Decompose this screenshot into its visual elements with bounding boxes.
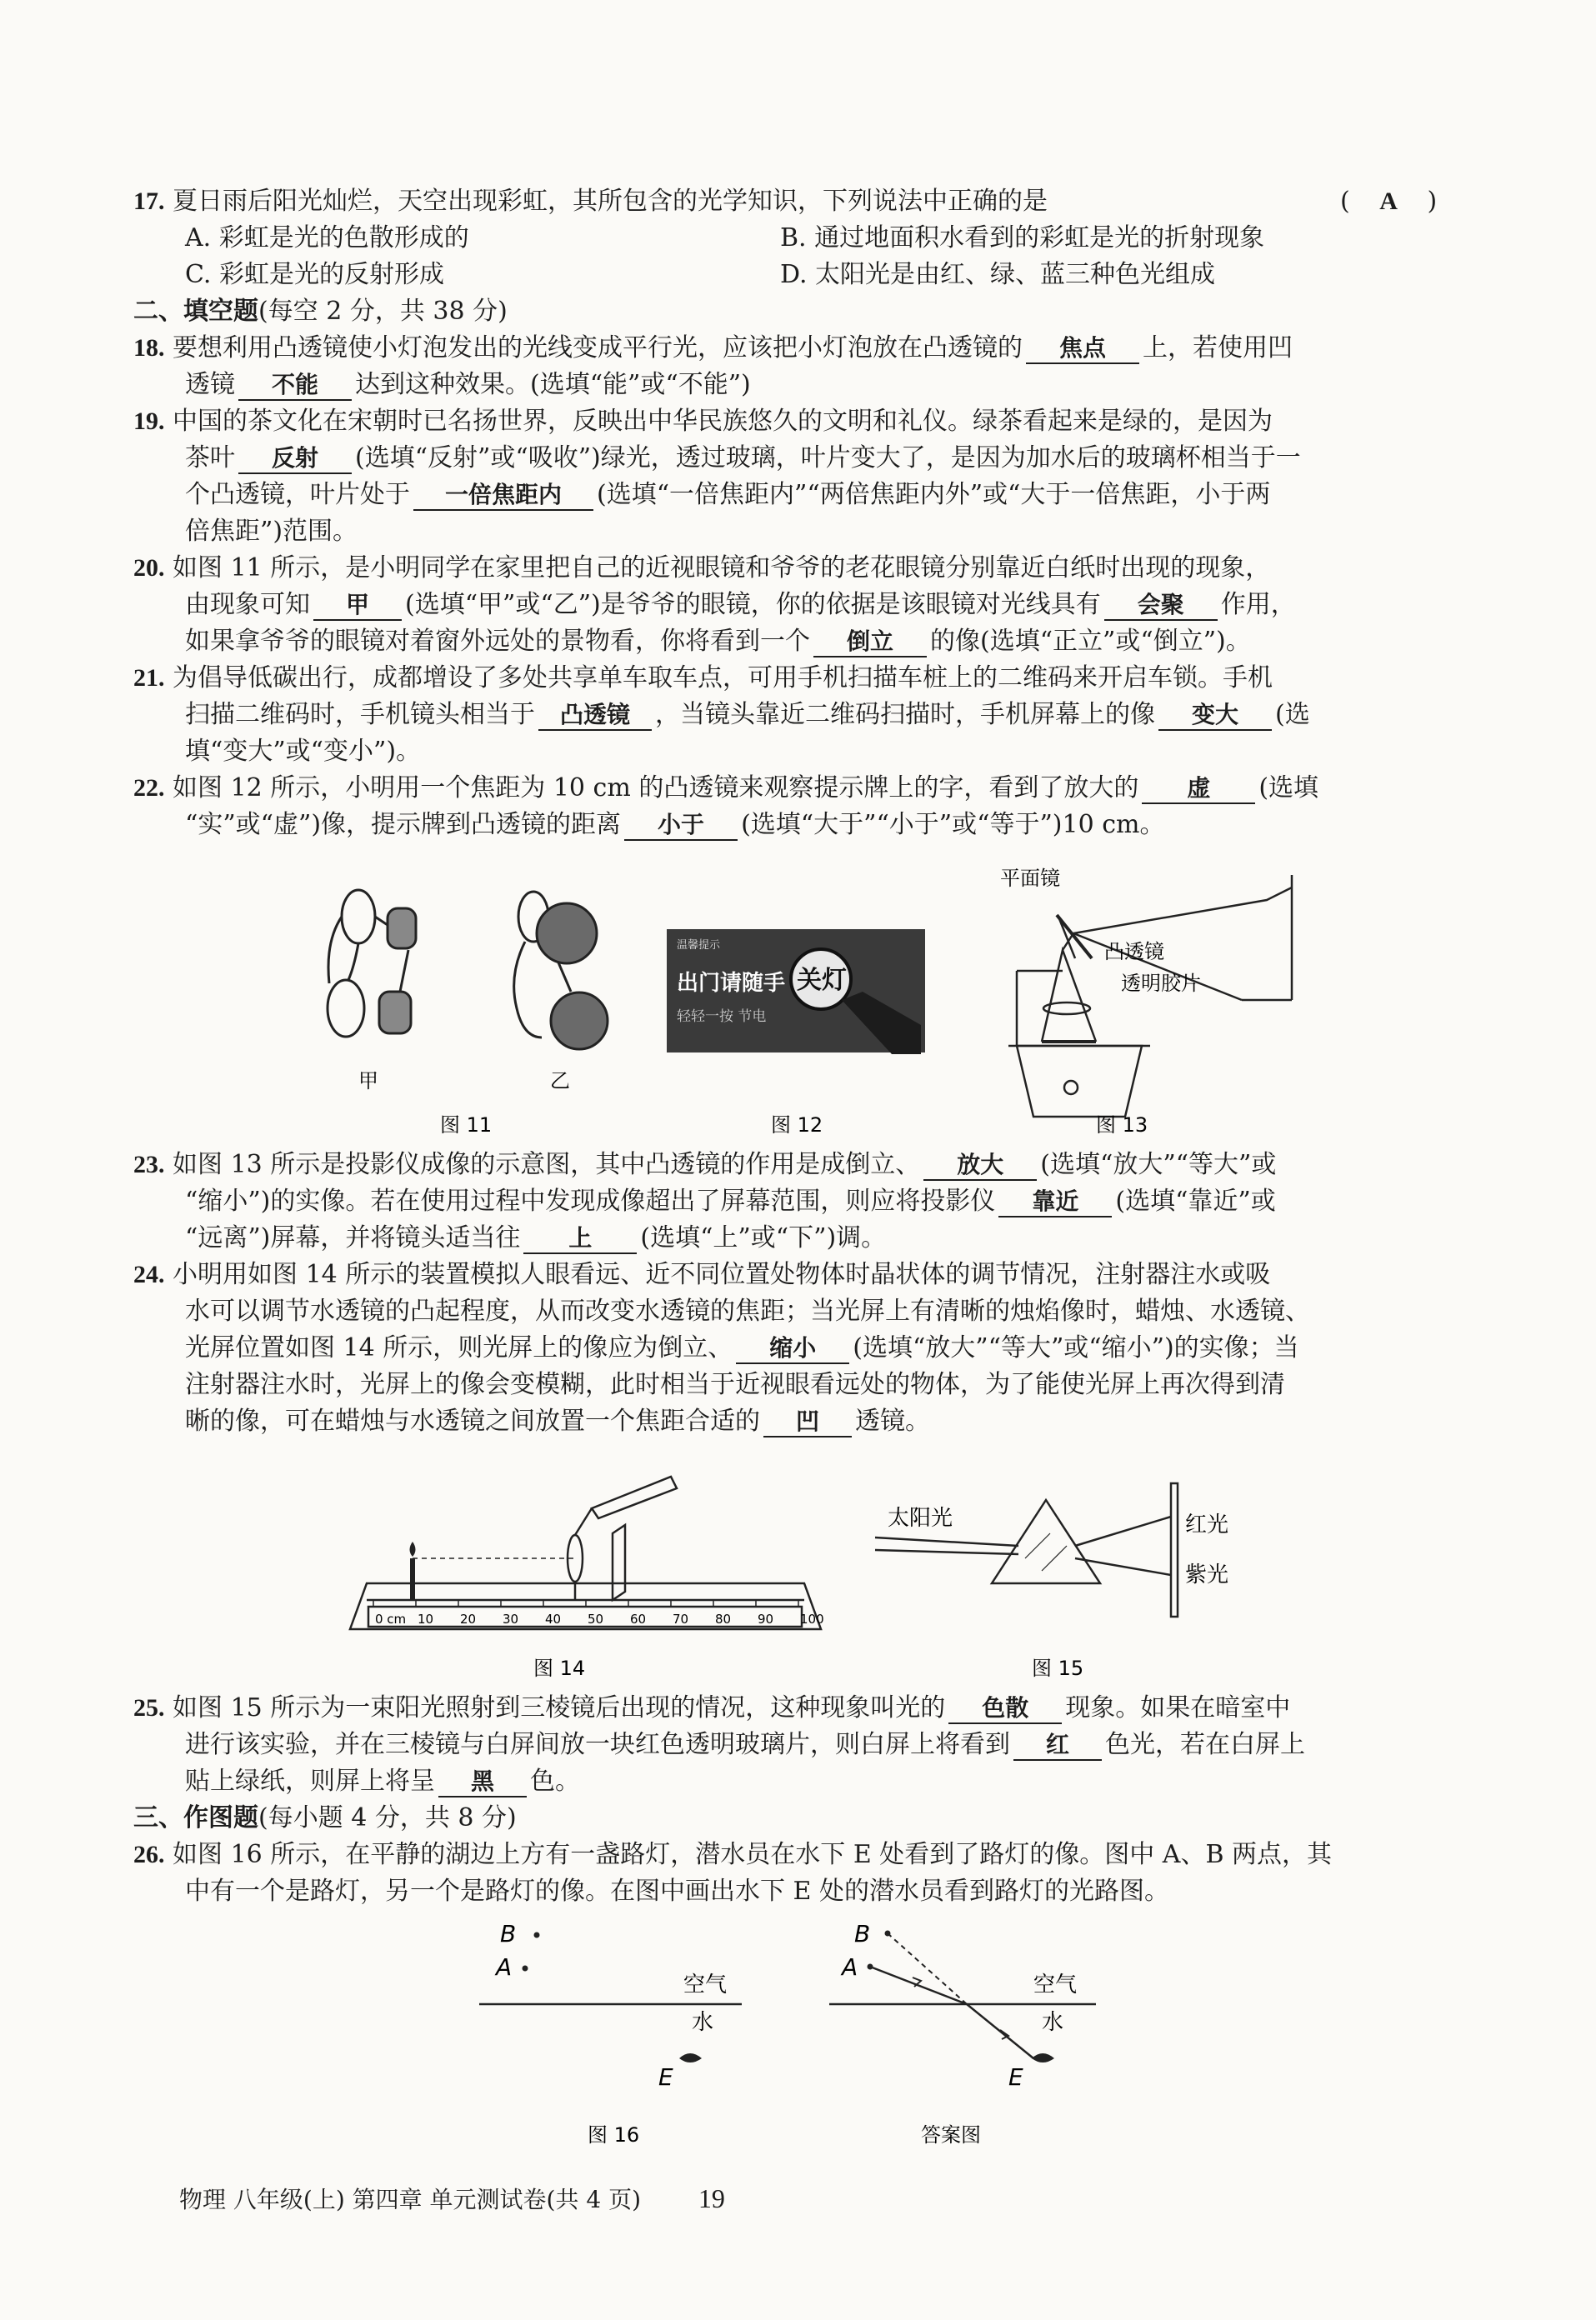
fig13-label-lens: 凸透镜: [1104, 940, 1164, 963]
fig14-tick-label: 70: [673, 1612, 689, 1627]
q19-answer-2: 一倍焦距内: [413, 481, 593, 511]
fig16-label-air: 空气: [683, 1972, 728, 1998]
fig11-glasses-yi: [514, 892, 608, 1049]
section2-title: 二、填空题: [133, 297, 258, 326]
fig11-caption: 图 11: [440, 1113, 493, 1133]
fig16-label-E: E: [658, 2063, 673, 2091]
answer-fig-label-A: A: [842, 1953, 858, 1981]
q25-line3: 贴上绿纸，则屏上将呈 黑 色。: [185, 1767, 580, 1796]
answer-fig-label-air: 空气: [1033, 1972, 1078, 1998]
q17-number: 17.: [133, 188, 165, 215]
fig12-sign-photo: [667, 929, 925, 1054]
fig14-tick-label: 0 cm: [375, 1612, 407, 1627]
fig16-label-water: 水: [692, 2010, 714, 2035]
fig14-candle-flame: [410, 1542, 416, 1557]
fig12-sign-top: 温馨提示: [677, 939, 721, 952]
answer-fig-eye-icon: [1032, 2053, 1054, 2062]
q19-answer-1: 反射: [238, 444, 352, 474]
q25-answer-3: 黑: [438, 1768, 527, 1798]
q20-answer-2: 会聚: [1104, 591, 1218, 621]
q17-option-b: B. 通过地面积水看到的彩虹是光的折射现象: [780, 223, 1265, 252]
fig14-tick-label: 20: [460, 1612, 477, 1627]
q22-line1: 22. 如图 12 所示，小明用一个焦距为 10 cm 的凸透镜来观察提示牌上的字，看到了放大的 虚 (选填: [133, 773, 1319, 802]
q22-line2: “实”或“虚”)像，提示牌到凸透镜的距离 小于 (选填“大于”“小于”或“等于”)10 cm。: [185, 810, 1165, 839]
fig12-sign-main: 出门请随手: [677, 971, 786, 996]
answer-fig-label-E: E: [1008, 2063, 1023, 2091]
q20-line3: 如果拿爷爷的眼镜对着窗外远处的景物看，你将看到一个 倒立 的像(选填“正立”或“倒立”)。: [185, 627, 1251, 656]
q24-line2: 水可以调节水透镜的凸起程度，从而改变水透镜的焦距；当光屏上有清晰的烛焰像时，蜡烛、水透镜、: [185, 1297, 1310, 1326]
q21-line3: 填“变大”或“变小”)。: [185, 737, 422, 766]
footer-text: 物理 八年级(上) 第四章 单元测试卷(共 4 页): [179, 2186, 642, 2213]
q23-line2: “缩小”)的实像。若在使用过程中发现成像超出了屏幕范围，则应将投影仪 靠近 (选填“靠近”或: [185, 1187, 1276, 1216]
q21-line2: 扫描二维码时，手机镜头相当于 凸透镜 ，当镜头靠近二维码扫描时，手机屏幕上的像 变大 (选: [185, 700, 1310, 729]
fig13-caption: 图 13: [1096, 1113, 1148, 1133]
q18-answer-2: 不能: [238, 371, 352, 401]
q17-option-c: C. 彩虹是光的反射形成: [185, 260, 444, 289]
section3-heading: [133, 1802, 517, 1835]
fig14-ruler-ticks: [373, 1600, 824, 1627]
q24-line3: 光屏位置如图 14 所示，则光屏上的像应为倒立、 缩小 (选填“放大”“等大”或“缩小”)的实像；当: [185, 1333, 1299, 1362]
section3-note: (每小题 4 分，共 8 分): [258, 1803, 517, 1832]
figures-14-15: [333, 1467, 1333, 1683]
fig16-eye-icon: [679, 2053, 702, 2062]
answer-fig-caption: 答案图: [921, 2123, 981, 2147]
q21-answer-2: 变大: [1158, 701, 1272, 731]
fig16-caption: 图 16: [588, 2123, 640, 2147]
q22-answer-2: 小于: [624, 811, 738, 841]
q17-stem-line: [133, 185, 1048, 218]
fig14-tick-label: 100: [800, 1612, 824, 1627]
section2-heading: [133, 295, 508, 328]
figure-16-and-answer: [467, 1908, 1117, 2150]
fig16-label-B: B: [500, 1920, 517, 1948]
fig14-tick-label: 90: [758, 1612, 774, 1627]
q25-answer-1: 色散: [948, 1694, 1062, 1724]
q24-line4: 注射器注水时，光屏上的像会变模糊，此时相当于近视眼看远处的物体，为了能使光屏上再次得到清: [185, 1370, 1285, 1399]
fig15-prism: [875, 1483, 1178, 1617]
q25-answer-2: 红: [1013, 1731, 1102, 1761]
q23-line1: 23. 如图 13 所示是投影仪成像的示意图，其中凸透镜的作用是成倒立、 放大 (选填“放大”“等大”或: [133, 1150, 1277, 1179]
q17-stem: 夏日雨后阳光灿烂，天空出现彩虹，其所包含的光学知识，下列说法中正确的是: [173, 187, 1048, 216]
fig11-label-jia: 甲: [358, 1069, 378, 1092]
q21-line1: 21. 为倡导低碳出行，成都增设了多处共享单车取车点，可用手机扫描车桩上的二维码来开启车锁。手机: [133, 663, 1273, 692]
page-number: 19: [698, 2183, 725, 2213]
fig15-label-sun: 太阳光: [888, 1506, 953, 1531]
q24-answer-2: 凹: [763, 1408, 852, 1438]
fig12-sign-sub: 轻轻一按 节电: [677, 1008, 767, 1025]
q17-answer: A: [1379, 188, 1398, 215]
fig14-tick-label: 40: [545, 1612, 562, 1627]
page-footer: [179, 2182, 725, 2215]
q19-line4: 倍焦距”)范围。: [185, 517, 358, 546]
q20-line2: 由现象可知 甲 (选填“甲”或“乙”)是爷爷的眼镜，你的依据是该眼镜对光线具有 会聚 作用，: [185, 590, 1296, 619]
q18-line1: 18. 要想利用凸透镜使小灯泡发出的光线变成平行光，应该把小灯泡放在凸透镜的 焦点 上，若使用凹: [133, 333, 1293, 362]
q17-option-d: D. 太阳光是由红、绿、蓝三种色光组成: [780, 260, 1216, 289]
fig14-tick-label: 50: [588, 1612, 604, 1627]
q20-line1: 20. 如图 11 所示，是小明同学在家里把自己的近视眼镜和爷爷的老花眼镜分别靠近白纸时出现的现象，: [133, 553, 1271, 582]
fig11-label-yi: 乙: [550, 1069, 570, 1092]
q20-answer-3: 倒立: [813, 628, 927, 658]
fig13-projector: [1008, 875, 1292, 1117]
answer-fig-diagram: [829, 1920, 1096, 2147]
q19-line3: 个凸透镜，叶片处于 一倍焦距内 (选填“一倍焦距内”“两倍焦距内外”或“大于一倍焦距，小于两: [185, 480, 1271, 509]
q22-answer-1: 虚: [1142, 774, 1255, 804]
q23-answer-3: 上: [523, 1224, 637, 1254]
fig11-glasses-jia: [328, 890, 416, 1037]
q26-line1: 26. 如图 16 所示，在平静的湖边上方有一盏路灯，潜水员在水下 E 处看到了路灯的像。图中 A、B 两点，其: [133, 1840, 1333, 1869]
q25-line1: 25. 如图 15 所示为一束阳光照射到三棱镜后出现的情况，这种现象叫光的 色散 现象。如果在暗室中: [133, 1693, 1291, 1722]
q24-line1: 24. 小明用如图 14 所示的装置模拟人眼看远、近不同位置处物体时晶状体的调节情况，注射器注水或吸: [133, 1260, 1271, 1289]
fig12-caption: 图 12: [771, 1113, 823, 1133]
fig16-label-A: A: [496, 1953, 513, 1981]
q23-line3: “远离”)屏幕，并将镜头适当往 上 (选填“上”或“下”)调。: [185, 1223, 887, 1252]
q25-line2: 进行该实验，并在三棱镜与白屏间放一块红色透明玻璃片，则白屏上将看到 红 色光，若在白屏上: [185, 1730, 1305, 1759]
q19-line2: 茶叶 反射 (选填“反射”或“吸收”)绿光，透过玻璃，叶片变大了，是因为加水后的玻璃杯相当于一: [185, 443, 1301, 472]
fig14-caption: 图 14: [533, 1657, 586, 1680]
fig14-tick-label: 10: [418, 1612, 434, 1627]
q18-answer-1: 焦点: [1026, 334, 1139, 364]
q20-answer-1: 甲: [313, 591, 402, 621]
q23-answer-1: 放大: [923, 1151, 1037, 1181]
fig12-sign-big: 关灯: [797, 966, 847, 995]
q17-answer-bracket: ( A ): [1340, 187, 1438, 216]
q19-line1: 19. 中国的茶文化在宋朝时已名扬世界，反映出中华民族悠久的文明和礼仪。绿茶看起来是绿的，是因为: [133, 407, 1273, 436]
answer-fig-label-B: B: [854, 1920, 871, 1948]
q24-line5: 晰的像，可在蜡烛与水透镜之间放置一个焦距合适的 凹 透镜。: [185, 1407, 930, 1436]
q21-answer-1: 凸透镜: [538, 701, 652, 731]
fig14-tick-label: 60: [630, 1612, 647, 1627]
q26-line2: 中有一个是路灯，另一个是路灯的像。在图中画出水下 E 处的潜水员看到路灯的光路图。: [185, 1877, 1169, 1906]
fig14-tick-label: 30: [503, 1612, 519, 1627]
figures-11-12-13: [308, 867, 1450, 1133]
fig13-label-mirror: 平面镜: [1000, 867, 1060, 890]
fig16-diagram: [479, 1920, 742, 2147]
section2-note: (每空 2 分，共 38 分): [258, 297, 508, 326]
fig13-label-film: 透明胶片: [1121, 972, 1201, 995]
fig15-label-violet: 紫光: [1185, 1562, 1229, 1588]
answer-fig-label-water: 水: [1042, 2010, 1064, 2035]
q18-line2: 透镜 不能 达到这种效果。(选填“能”或“不能”): [185, 370, 751, 399]
q23-answer-2: 靠近: [998, 1188, 1112, 1218]
fig15-label-red: 红光: [1185, 1512, 1229, 1538]
fig14-tick-label: 80: [715, 1612, 732, 1627]
q17-option-a: A. 彩虹是光的色散形成的: [185, 223, 469, 252]
fig15-caption: 图 15: [1032, 1657, 1084, 1680]
q24-answer-1: 缩小: [736, 1334, 849, 1364]
section3-title: 三、作图题: [133, 1803, 258, 1832]
